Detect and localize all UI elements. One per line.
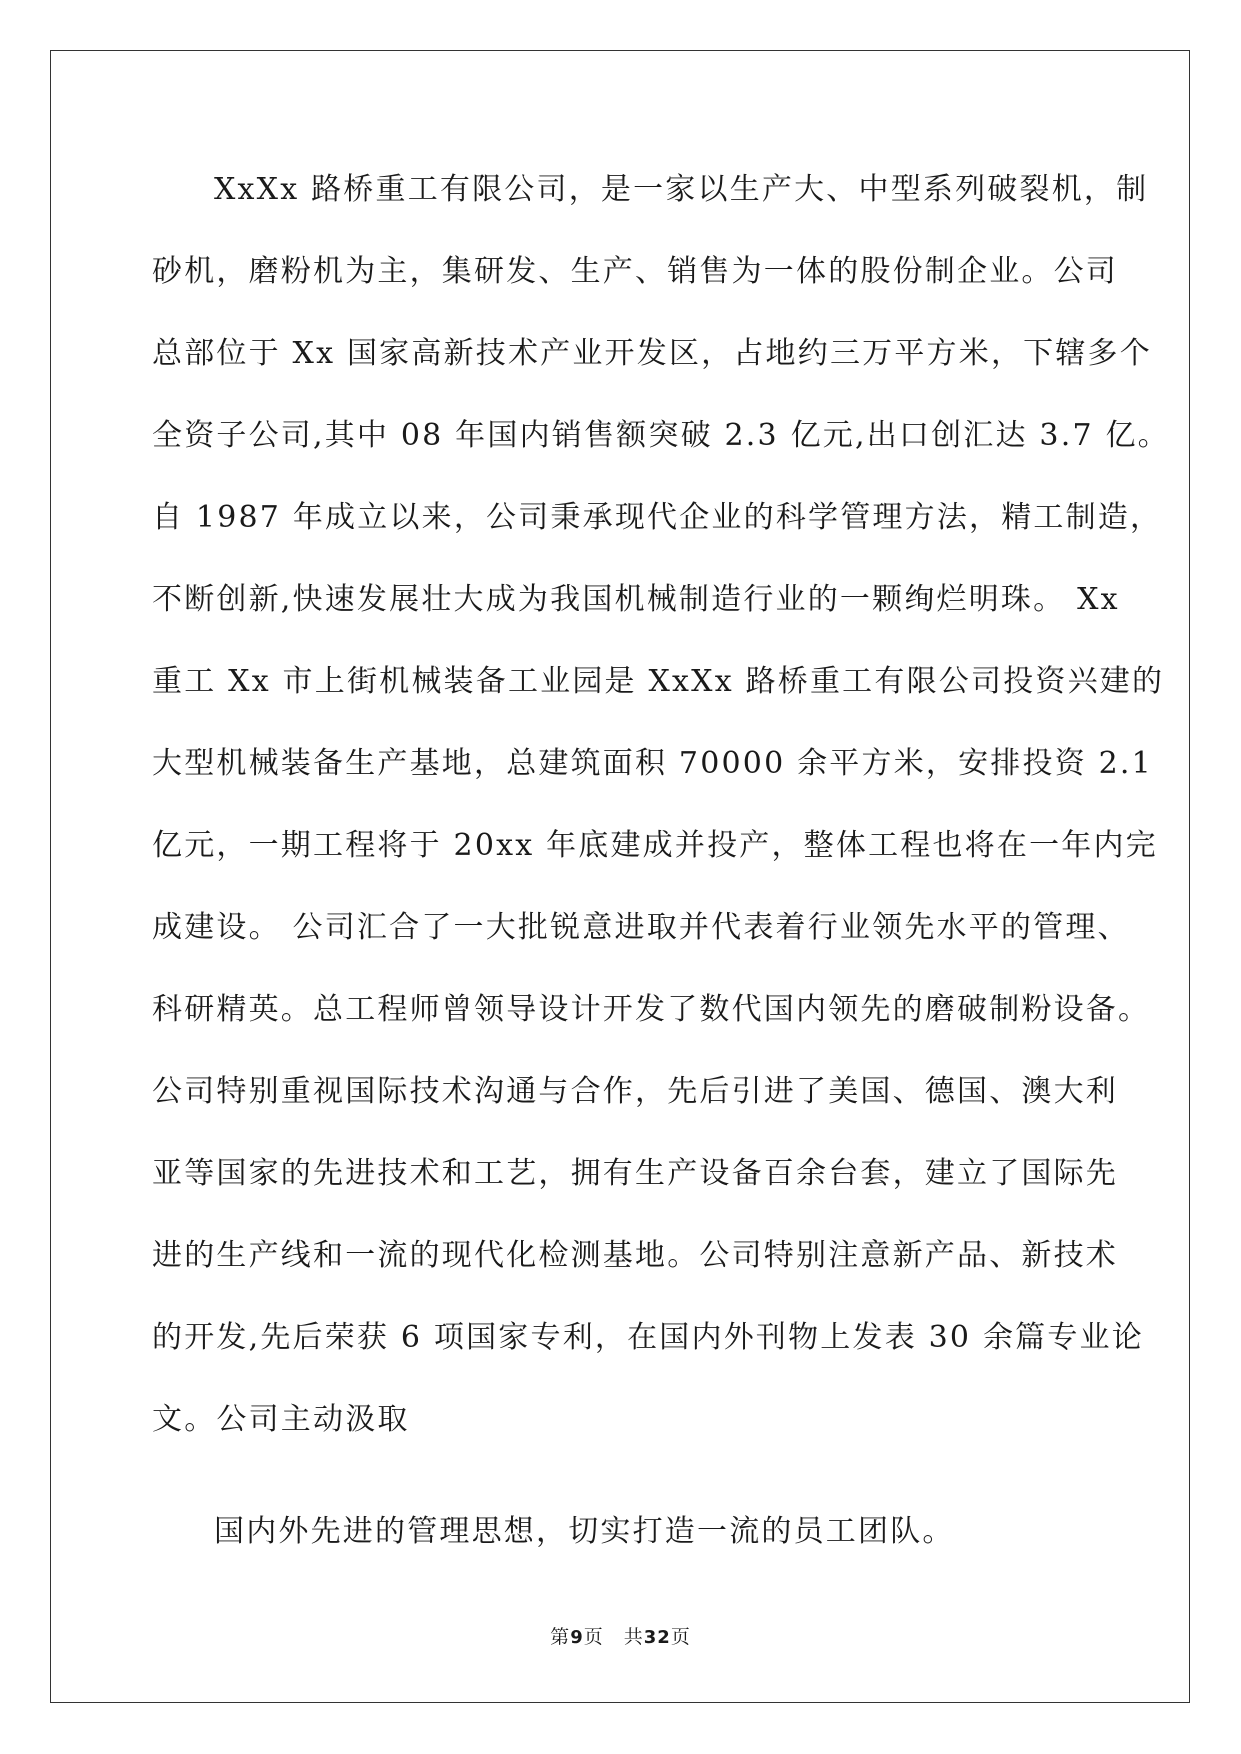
page-number: 9 bbox=[570, 1627, 584, 1648]
text-line: 科研精英。总工程师曾领导设计开发了数代国内领先的磨破制粉设备。 bbox=[152, 992, 1151, 1027]
text-line: 公司特别重视国际技术沟通与合作，先后引进了美国、德国、澳大利 bbox=[152, 1074, 1118, 1109]
text-line: 不断创新,快速发展壮大成为我国机械制造行业的一颗绚烂明珠。 Xx bbox=[152, 582, 1120, 617]
text-line: 重工 Xx 市上街机械装备工业园是 XxXx 路桥重工有限公司投资兴建的 bbox=[152, 664, 1165, 699]
page-suffix: 页 bbox=[583, 1626, 604, 1648]
text-line: 亚等国家的先进技术和工艺，拥有生产设备百余台套，建立了国际先 bbox=[152, 1156, 1118, 1191]
text-line: XxXx 路桥重工有限公司，是一家以生产大、中型系列破裂机，制 bbox=[214, 172, 1149, 207]
text-line: 文。公司主动汲取 bbox=[152, 1402, 410, 1437]
page-footer bbox=[0, 1622, 1241, 1649]
text-line: 总部位于 Xx 国家高新技术产业开发区，占地约三万平方米，下辖多个 bbox=[152, 336, 1152, 371]
text-line: 进的生产线和一流的现代化检测基地。公司特别注意新产品、新技术 bbox=[152, 1238, 1118, 1273]
total-prefix: 共 bbox=[623, 1626, 644, 1648]
total-pages: 32 bbox=[643, 1627, 671, 1648]
paragraph-gap bbox=[152, 1472, 1112, 1502]
text-line: 亿元，一期工程将于 20xx 年底建成并投产，整体工程也将在一年内完 bbox=[152, 828, 1158, 863]
page-prefix: 第 bbox=[550, 1626, 571, 1648]
text-line: 自 1987 年成立以来，公司秉承现代企业的科学管理方法，精工制造， bbox=[152, 500, 1163, 535]
total-suffix: 页 bbox=[670, 1626, 691, 1648]
text-line: 的开发,先后荣获 6 项国家专利，在国内外刊物上发表 30 余篇专业论 bbox=[152, 1320, 1144, 1355]
text-line: 成建设。 公司汇合了一大批锐意进取并代表着行业领先水平的管理、 bbox=[152, 910, 1130, 945]
text-line: 全资子公司,其中 08 年国内销售额突破 2.3 亿元,出口创汇达 3.7 亿。 bbox=[152, 418, 1170, 453]
text-line: 砂机，磨粉机为主，集研发、生产、销售为一体的股份制企业。公司 bbox=[152, 254, 1118, 289]
document-body bbox=[152, 160, 1170, 1584]
paragraph-two: 国内外先进的管理思想，切实打造一流的员工团队。 bbox=[214, 1514, 955, 1549]
text-line: 大型机械装备生产基地，总建筑面积 70000 余平方米，安排投资 2.1 bbox=[152, 746, 1153, 781]
